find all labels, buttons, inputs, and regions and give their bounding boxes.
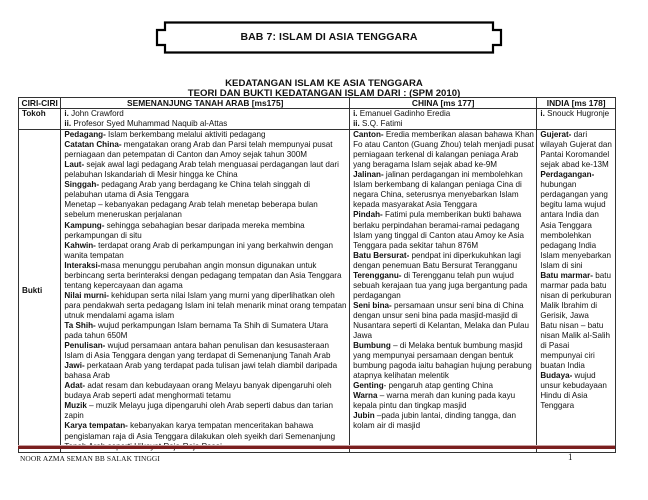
row-label-tokoh: Tokoh [19,109,61,130]
item-text: - pengaruh atap genting China [383,381,493,391]
tokoh-china-cell [350,109,537,130]
list-item [353,381,534,391]
list-item [64,241,347,261]
item-text: Emanuel Gadinho Eredia [357,109,451,118]
item-text: terdapat orang Arab di perkampungan ini yang berkahwin dengan wanita tempatan [64,240,334,260]
item-text: wujud unsur kebudayaan Hindu di Asia Tenggara [540,371,607,411]
item-term: Kahwin- [64,240,96,250]
list-item [64,119,347,129]
item-term: Batu Bersurat- [353,250,410,260]
list-item [64,291,347,321]
item-text: Menetap – kebanyakan pedagang Arab telah menetap beberapa bulan sebelum meneruskan perjalanan [64,200,318,220]
item-term: Karya tempatan- [64,421,128,431]
list-item [64,321,347,341]
item-text: – di Melaka bentuk bumbung masjid yang mempunyai persamaan dengan bentuk bumbung pagoda iaitu bahagian hujung perabung atapnya kelihatan melentik [353,341,532,381]
item-term: Canton- [353,130,384,140]
list-item [540,109,613,119]
header-india: INDIA [ms 178] [537,98,616,109]
item-text: S.Q. Fatimi [359,119,403,129]
item-text: – muzik Melayu juga dipengaruhi oleh Arab seperti dabus dan tarian zapin [64,401,334,421]
item-term: ii. [64,119,72,129]
list-item [353,170,534,210]
item-term: Pedagang- [64,130,106,140]
header-arab: SEMENANJUNG TANAH ARAB [ms175] [61,98,350,109]
item-term: Kampung- [64,220,105,230]
item-term: Batu marmar- [540,270,593,280]
item-text: Snouck Hugronje [544,109,610,118]
item-term: Budaya- [540,371,573,381]
list-item [540,371,613,411]
item-text: jalinan perdagangan ini membolehkan Islam berkembang di kalangan peniaga Cina di negara China, seterusnya menyebarkan Islam kepada masyarakat Asia Tenggara [353,170,523,210]
item-text: Fatimi pula memberikan bukti bahawa berlaku perpindahan beramai-ramai pedagang Islam yang tinggal di Canton atau Amoy ke Asia Tenggara pada sekitar tahun 876M [353,210,525,250]
item-text: sehingga sebahagian besar daripada mereka membina perkampungan di situ [64,220,305,240]
item-term: Interaksi- [64,260,101,270]
page-number: 1 [568,452,573,462]
item-term: Terengganu- [353,270,402,280]
item-text: –pada jubin lantai, dinding tangga, dan kolam air di masjid [353,411,516,431]
item-term: Singgah- [64,180,100,190]
item-text: masa menunggu perubahan angin monsun digunakan untuk berbincang serta berinteraksi dengan pedagang tempatan dan Asia Tenggara tentang kepercayaan dan agama [64,260,342,290]
item-term: i. [540,109,545,118]
list-item [64,200,347,220]
item-text: di Terengganu telah pun wujud sebuah kerajaan tua yang juga bergantung pada perdagangan [353,270,528,300]
item-text: Islam berkembang melalui aktiviti pedagang [105,130,266,140]
item-term: Genting [353,381,384,391]
item-term: Catatan China- [64,140,122,150]
item-term: Muzik [64,401,87,411]
item-term: Adat- [64,381,86,391]
item-term: Jubin [353,411,375,421]
item-text: sejak awal lagi pedagang Arab telah menguasai perdagangan laut dari pelabuhan Iskandariah di Mesir hingga ke China [64,160,339,180]
item-text: dari wilayah Gujerat dan Pantai Koromandel sejak abad ke-13M [540,130,612,170]
item-term: Warna [353,391,378,401]
list-item [64,221,347,241]
item-text: pendpat ini diperkukuhkan lagi dengan penemuan Batu Bersurat Terangganu [353,250,521,270]
header-china: CHINA [ms 177] [350,98,537,109]
item-text: hubungan perdagangan yang begitu lama wujud antara India dan Asia Tenggara membolehkan pedagang India Islam menyebarkan Islam di sini [540,180,611,270]
item-text: Batu nisan – batu nisan Malik al-Salih di Pasai mempunyai ciri buatan India [540,320,611,371]
list-item [540,170,613,270]
list-item [353,130,534,170]
item-term: ii. [353,119,360,129]
item-text: wujud persamaan antara bahan penulisan dan kesusasteraan Islam di Asia Tenggara dengan yang terdapat di Semenanjung Tanah Arab [64,341,331,361]
item-term: Perdagangan- [540,170,595,180]
tokoh-arab-cell [61,109,350,130]
footer-divider [18,445,615,449]
item-term: Bumbung [353,341,391,351]
bukti-india-cell [537,130,616,453]
item-term: i. [64,109,69,118]
list-item [540,271,613,321]
item-text: Eredia memberikan alasan bahawa Khan Fo atau Canton (Guang Zhou) telah menjadi pusat perniagaan terkenal di kalangan peniaga Arab yang beragama Islam sejak abad ke-9M [353,130,534,170]
list-item [64,361,347,381]
item-term: Pindah- [353,210,383,220]
row-label-bukti: Bukti [19,130,61,453]
item-text: kebanyakan karya tempatan menceritakan bahawa pengislaman raja di Asia Tenggara dilakukan oleh syeikh dari Semenanjung [64,421,336,441]
bukti-china-cell [350,130,537,453]
list-item [64,261,347,291]
item-term: Jalinan- [353,170,384,180]
list-item [64,109,347,119]
list-item [353,271,534,301]
theory-table [18,97,616,453]
list-item [64,341,347,361]
header-ciri-ciri: CIRI-CIRI [19,98,61,109]
page-subheading: TEORI DAN BUKTI KEDATANGAN ISLAM DARI : (SPM 2010) [187,88,461,99]
list-item [353,109,534,119]
item-text: adat resam dan kebudayaan orang Melayu banyak dipengaruhi oleh budaya Arab seperti adat menghormati tetamu [64,381,332,401]
item-text: – warna merah dan kuning pada kayu kepala pintu dan tingkap masjid [353,391,516,411]
item-text: persamaan unsur seni bina di China dengan unsur seni bina pada masjid-masjid di Nusantara seperti di Kelantan, Melaka dan Pulau Jawa [353,300,529,341]
chapter-title: BAB 7: ISLAM DI ASIA TENGGARA [240,31,418,43]
item-term: Seni bina- [353,300,392,310]
list-item [353,301,534,341]
bukti-arab-cell [61,130,350,453]
item-text: kehidupan serta nilai Islam yang murni yang diperlihatkan oleh para pendakwah serta pedagang Islam ini telah menarik minat orang tempatan utnuk mendalami agama islam [64,290,347,320]
item-text: perkataan Arab yang terdapat pada tulisan jawi telah diambil daripada bahasa Arab [64,361,338,381]
page-heading: KEDATANGAN ISLAM KE ASIA TENGGARA [225,78,423,89]
item-text: wujud perkampungan Islam bernama Ta Shih di Sumatera Utara pada tahun 650M [64,320,329,341]
list-item [64,140,347,160]
item-text: Profesor Syed Muhammad Naquib al-Attas [71,119,228,129]
item-term: Laut- [64,160,85,170]
item-term: Penulisan- [64,341,106,351]
item-term: Ta Shih- [64,320,96,330]
list-item [64,180,347,200]
tokoh-india-cell [537,109,616,130]
footer-author: NOOR AZMA SEMAN BB SALAK TINGGI [20,454,160,463]
item-term: Gujerat- [540,130,572,140]
item-text: batu marmar pada batu nisan di perkuburan Malik Ibrahim di Gerisik, Jawa [540,270,612,320]
item-term: Jawi- [64,361,85,371]
table-row-bukti [19,130,616,453]
table-header-row [19,98,616,109]
list-item [540,130,613,170]
list-item [540,321,613,371]
list-item [353,251,534,271]
item-term: i. [353,109,358,118]
list-item [353,210,534,250]
list-item [353,119,534,129]
list-item [64,160,347,180]
list-item [353,411,534,431]
list-item [64,381,347,401]
item-text: John Crawford [68,109,124,118]
chapter-title-box [155,21,503,54]
list-item [353,391,534,411]
item-text: mengatakan orang Arab dan Parsi telah mempunyai pusat perniagaan dan petempatan di Canton dan Amoy sejak tahun 300M [64,140,333,160]
list-item [64,401,347,421]
list-item [353,341,534,381]
list-item [64,130,347,140]
item-text: pedagang Arab yang berdagang ke China telah singgah di pelabuhan utama di Asia Tenggara [64,180,311,200]
item-term: Nilai murni- [64,290,109,300]
table-row-tokoh [19,109,616,130]
